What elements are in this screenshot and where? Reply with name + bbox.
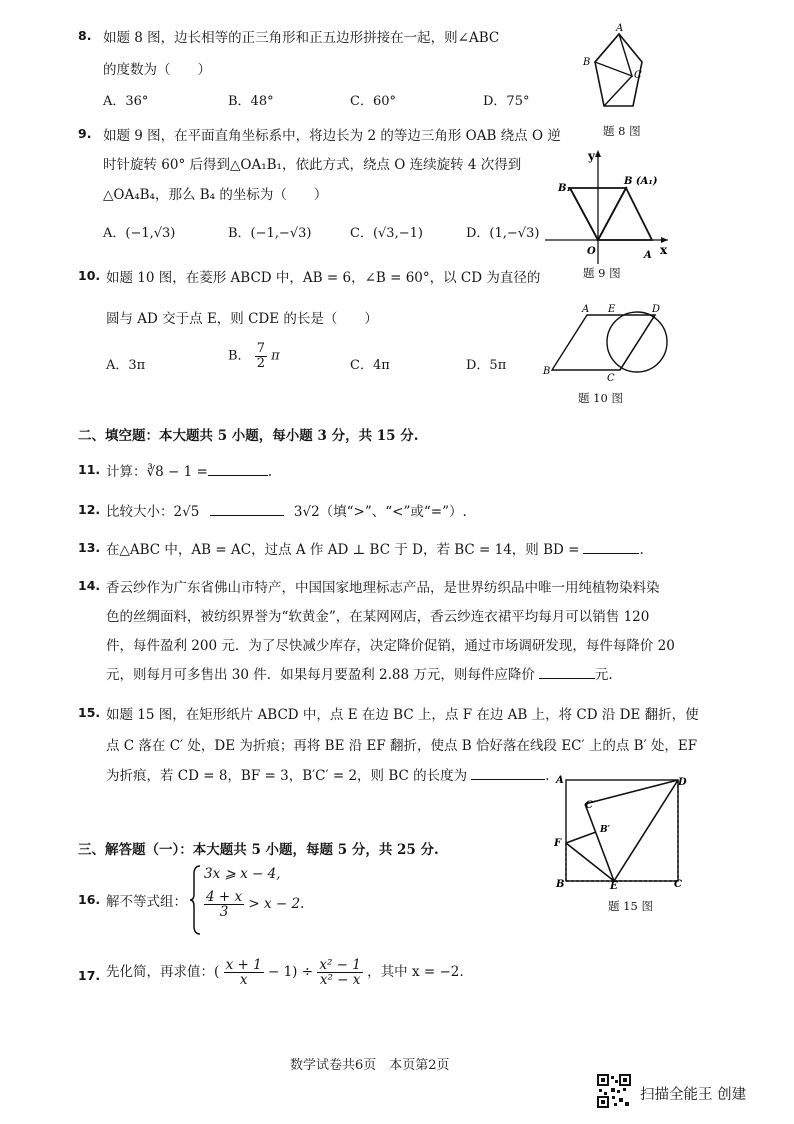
q11-line [106,460,272,480]
q15-figure [552,772,687,890]
q17-f1-num: x + 1 [225,957,262,973]
q16-ineq2-tail: > x − 2. [248,896,305,913]
q9-label-a: A [644,250,652,261]
q9-label-b: B (A₁) [624,176,658,187]
q12-text: 比较大小：2√5 [106,504,200,520]
q17-line [106,958,464,987]
q9-option-c: C．(√3,−1) [350,226,423,241]
q13-line [106,538,644,558]
q16-ineq2-num: 4 + x [206,889,243,905]
q15-line2: 点 C 落在 C′ 处，DE 为折痕；再将 BE 沿 EF 翻折，使点 B 恰好落在线段 EC′ 上的点 B′ 处，EF [106,738,698,754]
q10-label-e: E [608,304,616,315]
q15-label-b: B [556,879,565,890]
q14-line4: 元，则每月可多售出 30 件．如果每月要盈利 2.88 万元，则每件应降价 [106,667,535,683]
q15-label-f: F [554,838,562,849]
q16-number: 16. [78,892,101,907]
q10-option-a: A．3π [106,358,146,373]
q15-answer-blank[interactable] [471,765,545,780]
q14-line4-wrap [106,663,613,683]
qr-code-icon [597,1074,631,1108]
q10-label-c: C [607,373,615,384]
q12-number: 12. [78,502,101,517]
q9-option-a: A．(−1,√3) [103,226,176,241]
q14-line3: 件，每件盈利 200 元．为了尽快减少库存，决定降价促销，通过市场调研发现，每件每降价 20 [106,638,675,654]
q11-answer-blank[interactable] [208,461,268,476]
page-footer: 数学试卷共6页 本页第2页 [290,1058,450,1073]
q10-figure [540,300,670,385]
q16-ineq2 [204,890,304,919]
q8-option-c: C．60° [350,94,396,109]
q15-label-b1: B′ [600,825,610,835]
q9-line3: △OA₄B₄，那么 B₄ 的坐标为（ ） [103,187,328,203]
q17-f2-den: x² − x [319,972,361,989]
q16-ineq1: 3x ⩾ x − 4, [204,866,281,882]
q10-option-c: C．4π [350,358,390,373]
q9-number: 9. [78,126,92,141]
q14-number: 14. [78,578,101,593]
q16-ineq2-den: 3 [219,904,229,921]
q15-label-c1: C′ [585,800,596,811]
q11-number: 11. [78,462,101,477]
q15-label-d: D [678,777,687,788]
q10-line2: 圆与 AD 交于点 E，则 CDE 的长是（ ） [106,311,378,327]
q17-tail: ，其中 x = −2. [367,964,464,981]
q14-answer-blank[interactable] [539,664,595,679]
q9-caption: 题 9 图 [583,266,621,280]
q9-line2: 时针旋转 60° 后得到△OA₁B₁，依此方式，绕点 O 连续旋转 4 次得到 [103,157,522,173]
section-3-heading: 三、解答题（一）：本大题共 5 小题，每题 5 分，共 25 分. [78,842,439,858]
q9-label-x: x [660,243,668,257]
q8-option-b: B．48° [228,94,274,109]
q16-brace [190,864,202,936]
q8-figure [570,18,680,118]
q14-tail: 元. [594,667,613,683]
q14-line1: 香云纱作为广东省佛山市特产，中国国家地理标志产品，是世界纺织品中唯一用纯植物染料染 [106,580,660,596]
q10-label-a: A [582,304,590,315]
q12-answer-blank[interactable] [210,501,284,516]
q15-label-c: C [674,879,682,890]
q9-figure [540,146,675,266]
q10-option-d: D．5π [466,358,507,373]
q17-number: 17. [78,968,101,983]
q17-f2-num: x² − 1 [319,957,361,973]
q13-answer-blank[interactable] [583,539,639,554]
q8-label-a: A [616,23,624,34]
q15-caption: 题 15 图 [608,899,653,913]
q11-tail: . [267,464,273,480]
q9-label-y: y [588,149,595,163]
q10-option-b-label: B． [228,348,251,364]
q17-f1-den: x [239,972,248,989]
q10-label-d: D [652,304,661,315]
q12-line [106,500,467,520]
scanner-watermark: 扫描全能王 创建 [640,1087,747,1103]
q15-line3: 为折痕，若 CD = 8，BF = 3，B′C′ = 2，则 BC 的长度为 [106,768,468,784]
q15-line1: 如题 15 图，在矩形纸片 ABCD 中，点 E 在边 BC 上，点 F 在边 AB 上，将 CD 沿 DE 翻折，使 [106,707,699,723]
q8-option-a: A．36° [103,94,149,109]
q8-label-b: B [583,57,591,68]
q9-line1: 如题 9 图，在平面直角坐标系中，将边长为 2 的等边三角形 OAB 绕点 O 逆 [103,128,561,144]
q8-number: 8. [78,28,92,43]
q10-option-b [228,342,280,370]
q10-option-b-num: 7 [256,341,265,356]
q8-line2: 的度数为（ ） [103,62,211,78]
q8-line1: 如题 8 图，边长相等的正三角形和正五边形拼接在一起，则∠ABC [103,30,500,46]
q13-number: 13. [78,540,101,555]
q10-option-b-den: 2 [256,355,265,371]
q9-label-o: O [587,246,596,257]
q9-option-b: B．(−1,−√3) [228,226,312,241]
q13-text: 在△ABC 中，AB = AC，过点 A 作 AD ⊥ BC 于 D，若 BC = 14，则 BD = [106,542,580,558]
q10-option-b-pi: π [271,348,280,364]
q14-line2: 色的丝绸面料，被纺织界誉为“软黄金”，在某网网店，香云纱连衣裙平均每月可以销售 120 [106,609,650,625]
q8-label-c: C [634,70,642,81]
q15-label-a: A [556,775,564,786]
q10-number: 10. [78,268,101,283]
q15-label-e: E [610,881,618,890]
q15-tail: . [545,768,550,784]
q9-label-b1: B₁ [558,183,571,194]
q8-caption: 题 8 图 [603,124,641,138]
q8-option-d: D．75° [483,94,530,109]
q15-number: 15. [78,705,101,720]
q9-option-d: D．(1,−√3) [466,226,540,241]
q16-text: 解不等式组： [106,894,187,910]
q11-text: 计算：∛8 − 1 = [106,464,208,480]
section-2-heading: 二、填空题：本大题共 5 小题，每小题 3 分，共 15 分. [78,428,419,444]
q10-line1: 如题 10 图，在菱形 ABCD 中，AB = 6，∠B = 60°，以 CD 为直径的 [106,270,541,286]
q10-caption: 题 10 图 [578,391,623,405]
q17-text: 先化简，再求值：( [106,964,220,981]
q13-tail: . [639,542,644,558]
q12-mid: 3√2（填“>”、“<”或“=”）. [293,504,467,520]
q10-label-b: B [543,366,551,377]
q15-line3-wrap [106,764,549,784]
q17-mid: − 1) ÷ [267,964,314,981]
